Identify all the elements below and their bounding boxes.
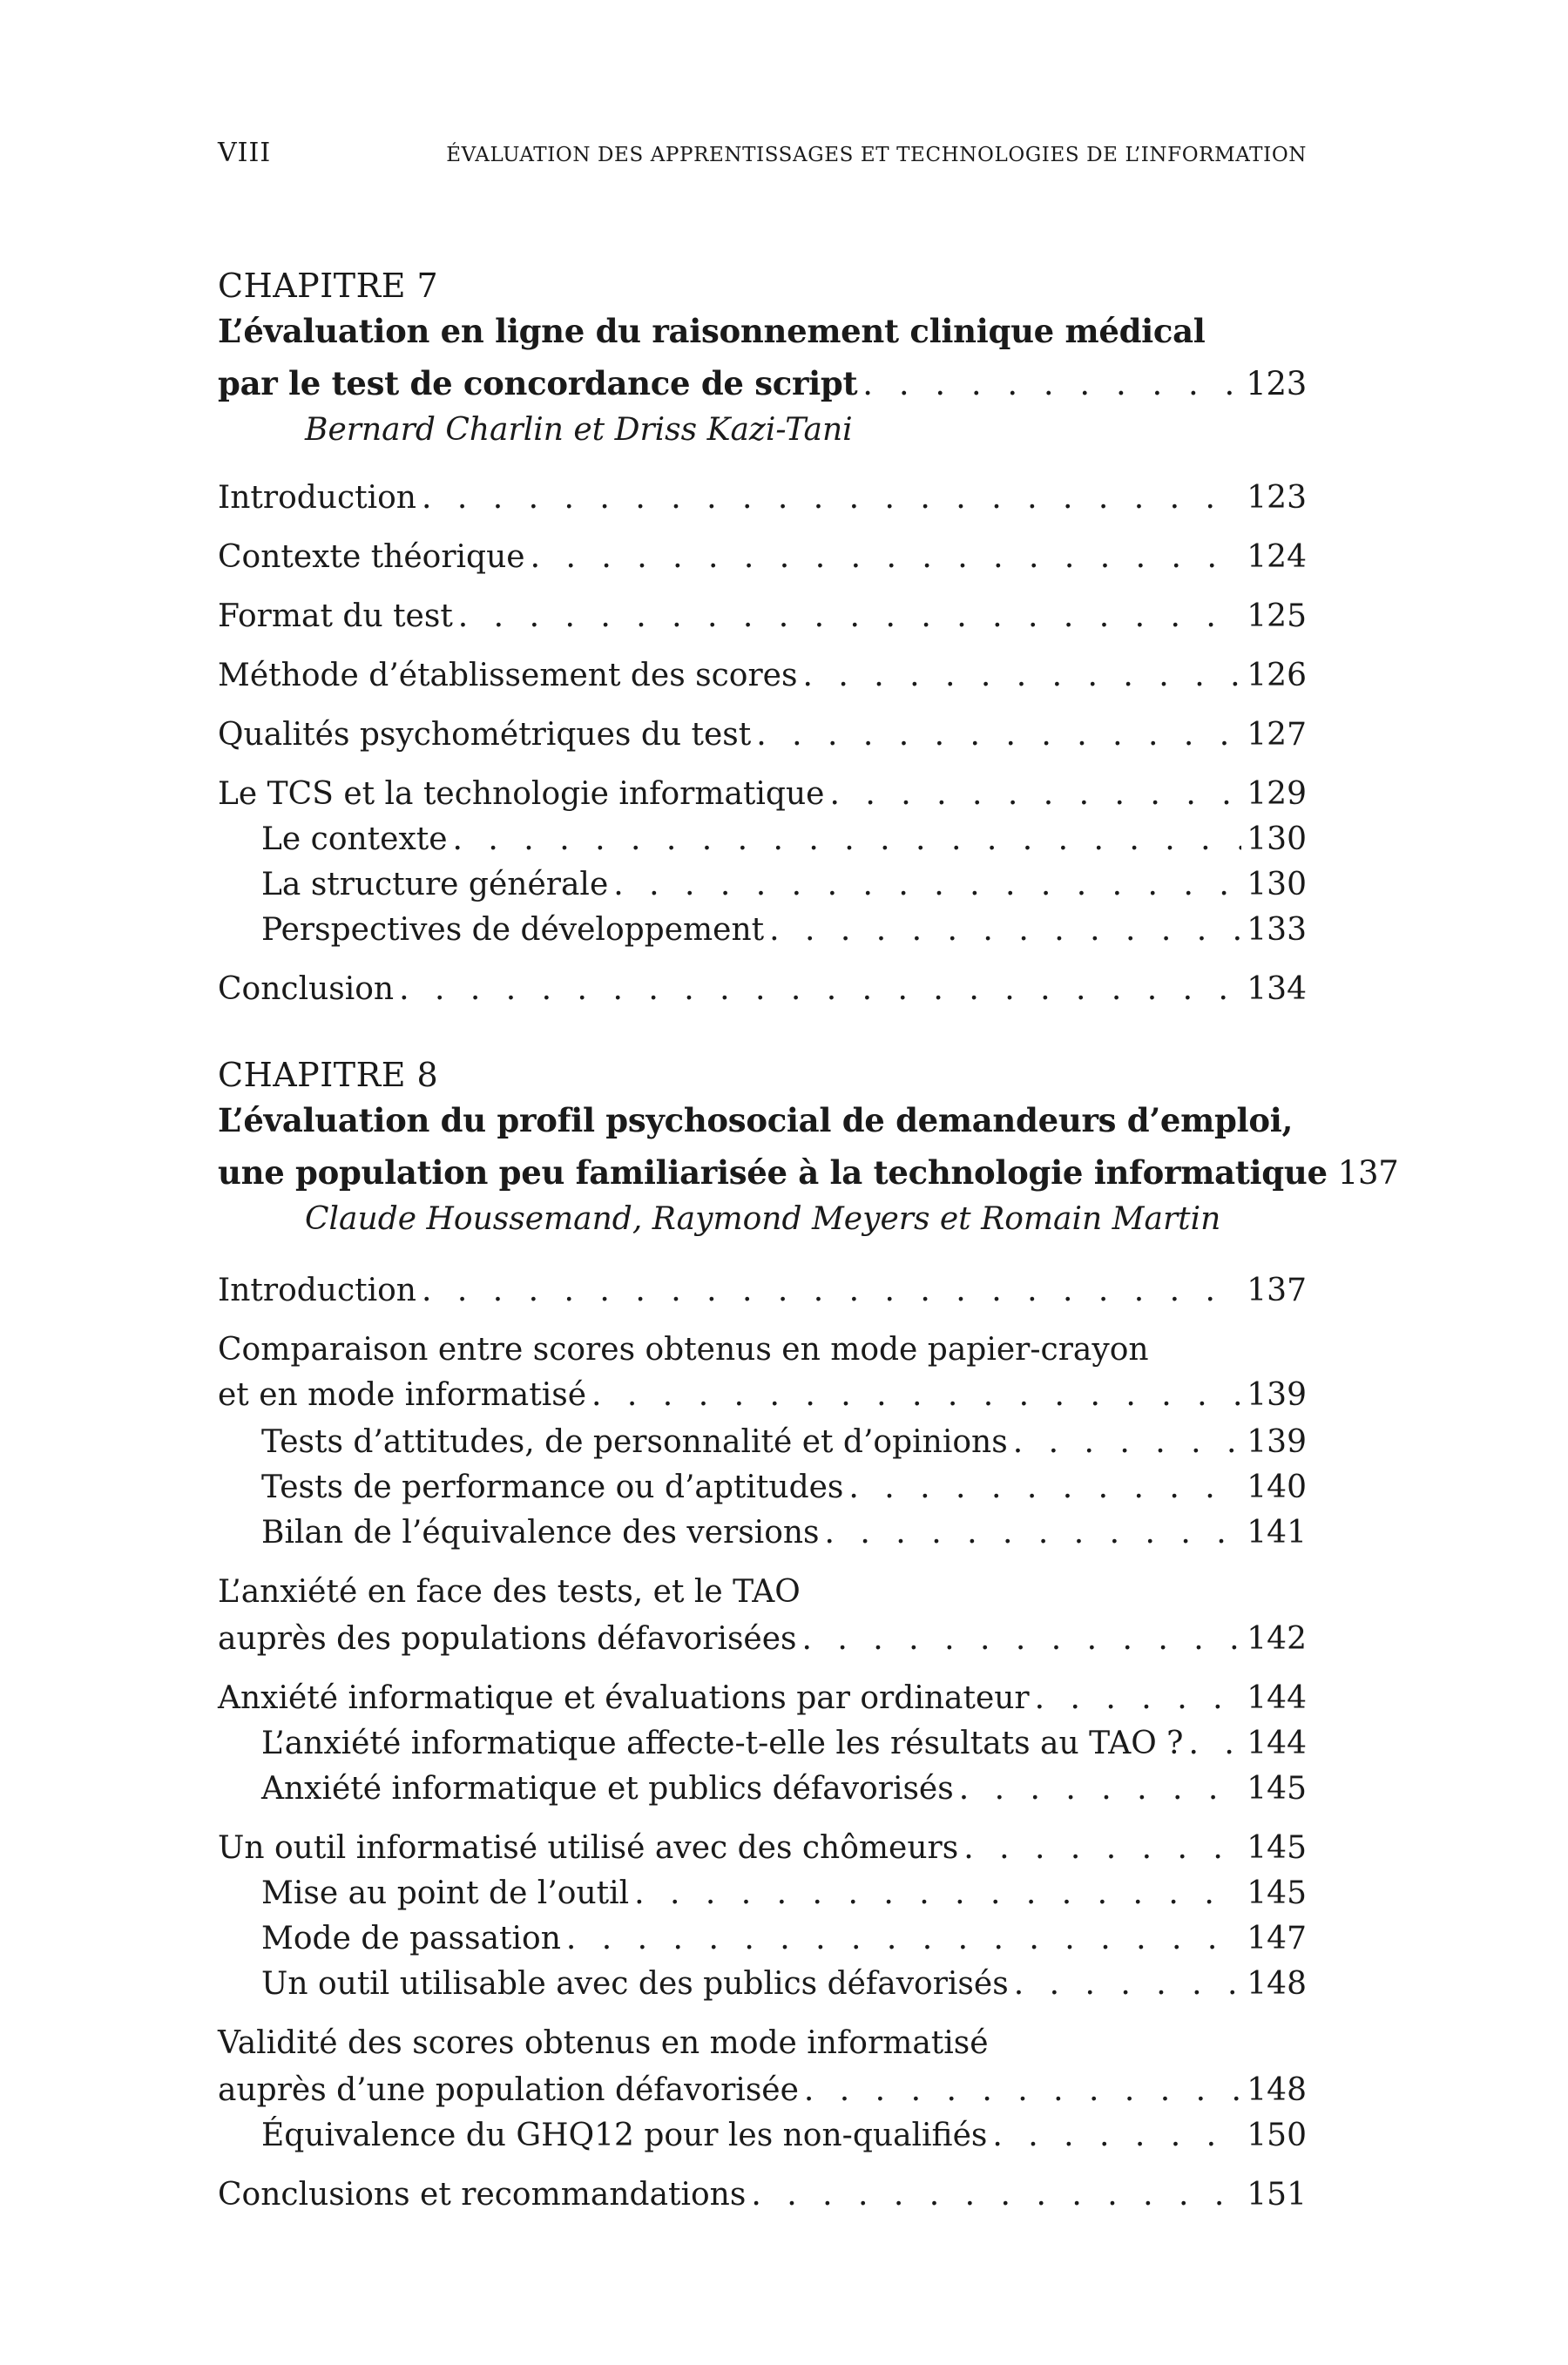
dot-leader <box>634 1871 1241 1916</box>
dot-leader <box>422 476 1241 521</box>
toc-entry <box>218 1676 1307 1721</box>
toc-entry-title: Équivalence du GHQ12 pour les non-qualifiés <box>261 2118 988 2153</box>
page-number: 144 <box>1247 1726 1307 1761</box>
toc-subentry <box>261 1465 1307 1510</box>
toc-entry-title: Le TCS et la technologie informatique <box>218 776 825 812</box>
page-folio: VIII <box>218 138 272 168</box>
dot-leader <box>1035 1676 1242 1721</box>
toc-entry-title: Un outil informatisé utilisé avec des chômeurs <box>218 1830 959 1866</box>
toc-subentry <box>261 2113 1307 2159</box>
dot-leader <box>531 535 1242 580</box>
toc-entry-title: et en mode informatisé <box>218 1377 587 1413</box>
dot-leader <box>756 713 1241 758</box>
dot-leader <box>1014 1962 1242 2007</box>
page-number: 151 <box>1247 2177 1307 2213</box>
dot-leader <box>422 1268 1241 1314</box>
page-number: 123 <box>1247 480 1307 516</box>
page-number: 150 <box>1247 2118 1307 2153</box>
toc-entry-title: Un outil utilisable avec des publics défavorisés <box>261 1966 1009 2002</box>
page-number: 145 <box>1247 1830 1307 1866</box>
toc-entry <box>218 1617 1307 1662</box>
toc-entry-title: Le contexte <box>261 821 448 857</box>
toc-entry-title: La structure générale <box>261 867 609 902</box>
toc-entry-title: auprès d’une population défavorisée <box>218 2072 799 2108</box>
toc-entry <box>218 967 1307 1012</box>
page-header <box>218 138 1307 174</box>
toc-entry-title: Qualités psychométriques du test <box>218 717 752 753</box>
toc-entry <box>218 535 1307 580</box>
toc-subentry <box>261 862 1307 908</box>
chapter-label: CHAPITRE 8 <box>218 1056 439 1094</box>
page-number: 130 <box>1247 821 1307 857</box>
page-number: 139 <box>1247 1424 1307 1460</box>
dot-leader <box>613 862 1241 908</box>
toc-entry <box>218 1826 1307 1871</box>
dot-leader <box>399 967 1241 1012</box>
running-title: ÉVALUATION DES APPRENTISSAGES ET TECHNOLOGIES DE L’INFORMATION <box>446 144 1307 166</box>
toc-entry-title: auprès des populations défavorisées <box>218 1621 797 1657</box>
page-number: 129 <box>1247 776 1307 812</box>
chapter-title-line: L’évaluation en ligne du raisonnement clinique médical <box>218 312 1206 350</box>
toc-entry-title: L’anxiété informatique affecte-t-elle les résultats au TAO ? <box>261 1726 1184 1761</box>
chapter-7-title-entry <box>218 361 1307 406</box>
toc-entry-title: Tests d’attitudes, de personnalité et d’opinions <box>261 1424 1008 1460</box>
page-number: 123 <box>1246 365 1307 402</box>
page-number: 145 <box>1247 1771 1307 1807</box>
page-number: 147 <box>1247 1921 1307 1956</box>
chapter-label: CHAPITRE 7 <box>218 267 439 305</box>
toc-entry-title: Anxiété informatique et publics défavorisés <box>261 1771 954 1807</box>
chapter-7-authors <box>218 406 1307 453</box>
toc-entry-title: Mise au point de l’outil <box>261 1875 630 1911</box>
toc-subentry <box>261 1510 1307 1556</box>
dot-leader <box>825 1510 1242 1556</box>
dot-leader <box>1188 1721 1241 1767</box>
toc-entry <box>218 2068 1307 2113</box>
dot-leader <box>802 653 1241 699</box>
page-number: 145 <box>1247 1875 1307 1911</box>
dot-leader <box>1013 1420 1242 1465</box>
toc-subentry <box>261 1962 1307 2007</box>
page-number: 144 <box>1247 1680 1307 1716</box>
chapter-title-line: L’évaluation du profil psychosocial de demandeurs d’emploi, <box>218 1101 1294 1139</box>
toc-entry <box>218 476 1307 521</box>
chapter-7-heading <box>218 263 1307 354</box>
page-number: 124 <box>1247 539 1307 575</box>
dot-leader <box>862 362 1240 407</box>
dot-leader <box>591 1373 1241 1418</box>
toc-subentry <box>261 817 1307 862</box>
page-number: 126 <box>1247 658 1307 693</box>
chapter-authors: Bernard Charlin et Driss Kazi-Tani <box>305 412 853 448</box>
toc-entry <box>218 1268 1307 1314</box>
toc-subentry <box>261 1871 1307 1916</box>
chapter-authors: Claude Houssemand, Raymond Meyers et Romain Martin <box>305 1201 1221 1237</box>
toc-subentry <box>261 1916 1307 1962</box>
dot-leader <box>453 817 1242 862</box>
toc-subentry <box>261 1767 1307 1812</box>
toc-entry-title: Méthode d’établissement des scores <box>218 658 798 693</box>
page-number: 130 <box>1247 867 1307 902</box>
toc-entry-title: Perspectives de développement <box>261 912 765 948</box>
toc-entry-first-line: L’anxiété en face des tests, et le TAO <box>218 1574 801 1610</box>
toc-subentry <box>261 908 1307 953</box>
dot-leader <box>804 2068 1241 2113</box>
page-number: 134 <box>1247 971 1307 1007</box>
page-number: 137 <box>1337 1154 1399 1192</box>
toc-entry-title: Tests de performance ou d’aptitudes <box>261 1470 844 1505</box>
toc-subentry <box>261 1420 1307 1465</box>
toc-entry-title: Format du test <box>218 598 453 634</box>
dot-leader <box>848 1465 1241 1510</box>
dot-leader <box>769 908 1241 953</box>
dot-leader <box>992 2113 1241 2159</box>
page-number: 142 <box>1247 1621 1307 1657</box>
dot-leader <box>751 2172 1241 2218</box>
toc-entry-title: Introduction <box>218 1273 416 1308</box>
chapter-title-line: une population peu familiarisée à la technologie informatique <box>218 1153 1328 1192</box>
page-number: 133 <box>1247 912 1307 948</box>
toc-entry <box>218 1373 1307 1418</box>
page-number: 125 <box>1247 598 1307 634</box>
toc-entry-title: Conclusion <box>218 971 395 1007</box>
toc-subentry <box>261 1721 1307 1767</box>
toc-entry-title: Mode de passation <box>261 1921 561 1956</box>
toc-entry-title: Anxiété informatique et évaluations par ordinateur <box>218 1680 1030 1716</box>
chapter-8-title-entry <box>218 1150 1399 1195</box>
page-number: 127 <box>1247 717 1307 753</box>
toc-entry-first-line: Validité des scores obtenus en mode informatisé <box>218 2025 989 2061</box>
chapter-title-line: par le test de concordance de script <box>218 364 858 402</box>
toc-entry-title: Contexte théorique <box>218 539 525 575</box>
dot-leader <box>802 1617 1242 1662</box>
dot-leader <box>959 1767 1242 1812</box>
toc-entry-title: Introduction <box>218 480 416 516</box>
dot-leader <box>829 772 1241 817</box>
toc-entry <box>218 713 1307 758</box>
toc-entry-first-line: Comparaison entre scores obtenus en mode papier-crayon <box>218 1332 1149 1368</box>
toc-entry-title: Conclusions et recommandations <box>218 2177 747 2213</box>
dot-leader <box>458 594 1241 639</box>
page-number: 141 <box>1247 1515 1307 1551</box>
page-number: 140 <box>1247 1470 1307 1505</box>
toc-entry <box>218 2172 1307 2218</box>
toc-entry <box>218 772 1307 817</box>
chapter-8-authors <box>218 1195 1307 1242</box>
page-number: 139 <box>1247 1377 1307 1413</box>
page-number: 148 <box>1247 1966 1307 2002</box>
page-number: 148 <box>1247 2072 1307 2108</box>
toc-entry <box>218 594 1307 639</box>
page-number: 137 <box>1247 1273 1307 1308</box>
toc-entry <box>218 653 1307 699</box>
dot-leader <box>566 1916 1241 1962</box>
dot-leader <box>963 1826 1241 1871</box>
toc-entry-title: Bilan de l’équivalence des versions <box>261 1515 820 1551</box>
chapter-8-heading <box>218 1052 1307 1143</box>
